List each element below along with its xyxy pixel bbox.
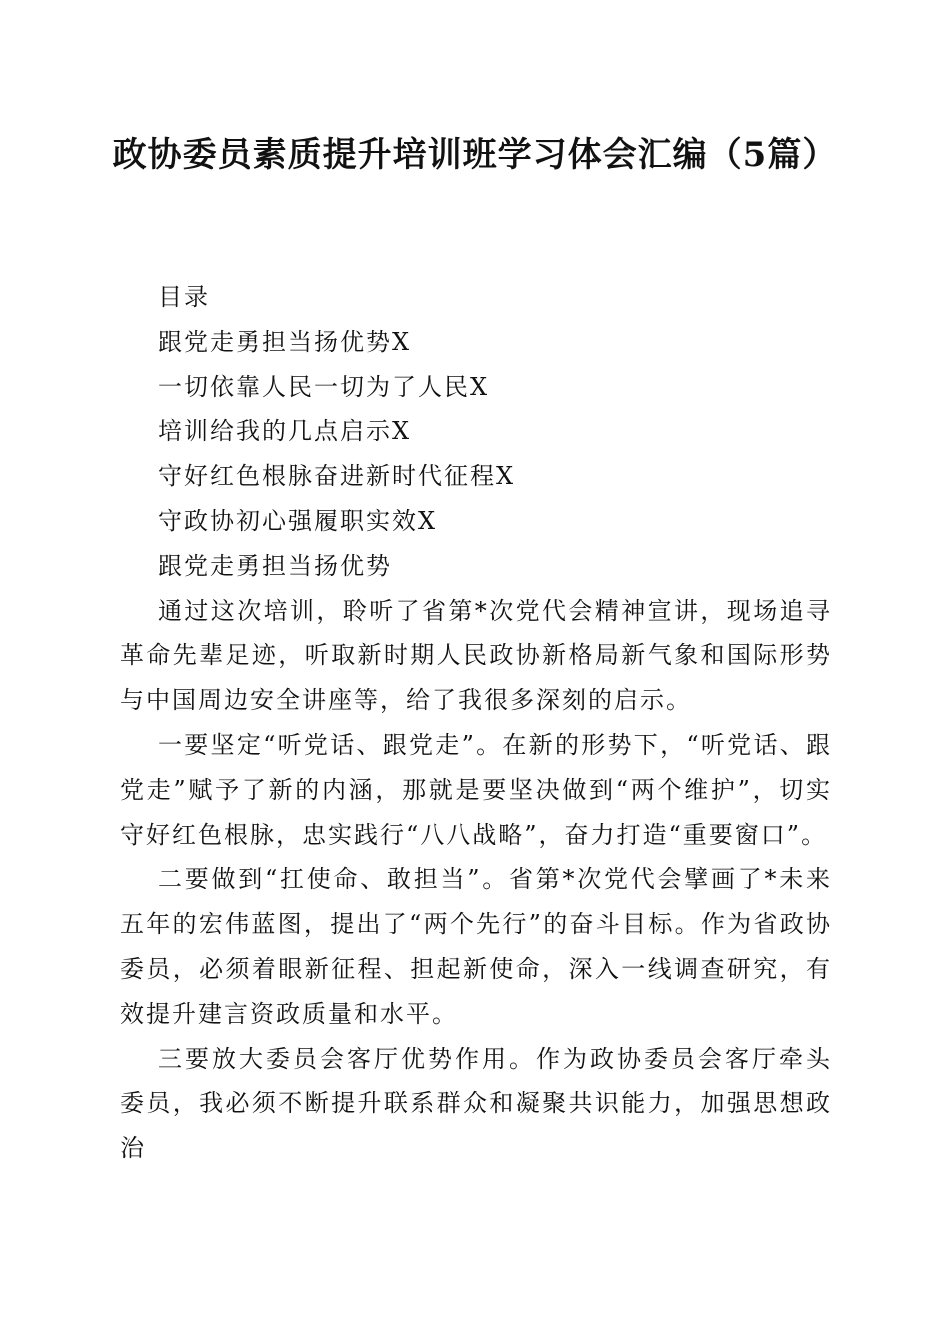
toc-heading: 目录 — [158, 283, 210, 311]
toc-item: 跟党走勇担当扬优势X — [158, 327, 412, 356]
toc-item: 守好红色根脉奋进新时代征程X — [158, 462, 516, 491]
section-title: 跟党走勇担当扬优势 — [158, 551, 392, 580]
document-title: 政协委员素质提升培训班学习体会汇编（5篇） — [112, 135, 838, 175]
toc-item: 培训给我的几点启示X — [158, 417, 412, 446]
paragraph: 二要做到“扛使命、敢担当”。省第*次党代会擘画了*未来五年的宏伟蓝图，提出了“两个先行”的奋斗目标。作为省政协委员，必须着眼新征程、担起新使命，深入一线调查研究，有效提升建言资政质量和水平。 — [120, 865, 832, 1028]
paragraph: 通过这次培训，聆听了省第*次党代会精神宣讲，现场追寻革命先辈足迹，听取新时期人民政协新格局新气象和国际形势与中国周边安全讲座等，给了我很多深刻的启示。 — [120, 596, 832, 715]
document-body — [120, 275, 832, 1171]
paragraph: 三要放大委员会客厅优势作用。作为政协委员会客厅牵头委员，我必须不断提升联系群众和凝聚共识能力，加强思想政治 — [120, 1044, 832, 1163]
toc-item: 一切依靠人民一切为了人民X — [158, 372, 490, 401]
toc-item: 守政协初心强履职实效X — [158, 506, 438, 535]
paragraph: 一要坚定“听党话、跟党走”。在新的形势下，“听党话、跟党走”赋予了新的内涵，那就是要坚决做到“两个维护”，切实守好红色根脉，忠实践行“八八战略”，奋力打造“重要窗口”。 — [120, 730, 832, 849]
